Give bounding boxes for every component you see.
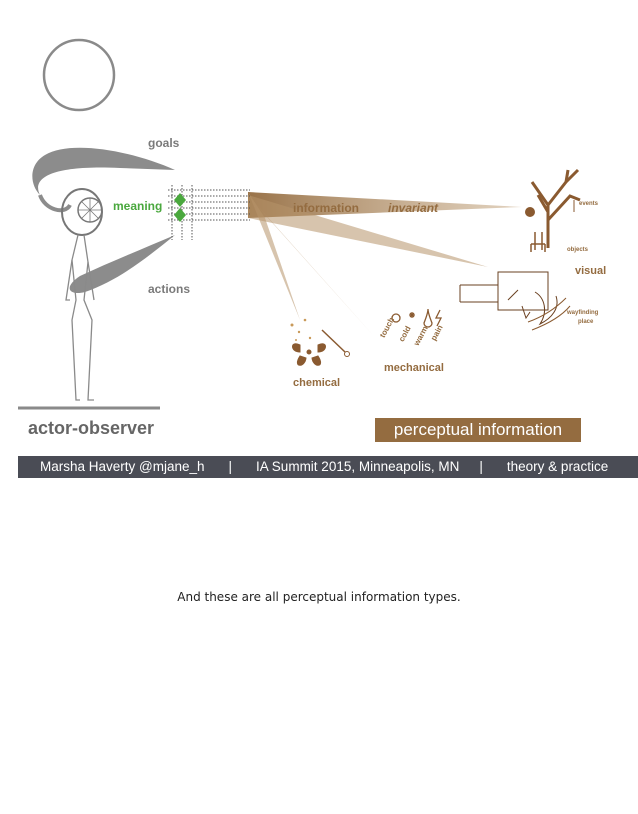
label-chemical: chemical — [293, 377, 341, 389]
footer-topic: theory & practice — [506, 459, 609, 474]
footer-event: IA Summit 2015, Minneapolis, MN — [256, 459, 460, 474]
fruit-icon — [525, 207, 535, 217]
slide-caption: And these are all perceptual information types. — [177, 590, 461, 604]
label-pain: pain — [429, 323, 445, 343]
label-visual: visual — [575, 265, 607, 277]
label-wayfinding: wayfinding — [567, 310, 599, 316]
footer-separator-1: | — [228, 459, 233, 474]
label-touch: touch — [378, 315, 397, 340]
label-information: information — [293, 201, 359, 215]
label-cold: cold — [397, 324, 413, 344]
observer-body — [66, 235, 94, 400]
place-icon — [460, 272, 570, 330]
label-place: place — [578, 319, 594, 325]
label-actions: actions — [148, 282, 191, 296]
label-meaning: meaning — [113, 199, 163, 213]
chair-icon — [531, 232, 545, 252]
label-invariant: invariant — [388, 201, 439, 215]
label-warm: warm — [412, 324, 430, 348]
observer-head — [62, 189, 102, 235]
tree-icon — [532, 170, 580, 248]
label-mechanical: mechanical — [384, 362, 444, 374]
footer-separator-2: | — [479, 459, 483, 474]
goals-swoosh — [32, 148, 175, 195]
label-events: events — [579, 201, 599, 207]
label-goals: goals — [148, 136, 180, 150]
hollow-circle — [44, 40, 114, 110]
footer-bar — [18, 456, 638, 478]
perception-beams — [248, 192, 522, 334]
mechanical-icons — [392, 309, 441, 327]
footer-author: Marsha Haverty @mjane_h — [40, 459, 205, 474]
chemical-icon — [291, 319, 350, 366]
label-objects: objects — [567, 247, 589, 253]
perceptual-information-badge: perceptual information — [375, 418, 581, 442]
label-actor-observer: actor-observer — [28, 418, 155, 438]
